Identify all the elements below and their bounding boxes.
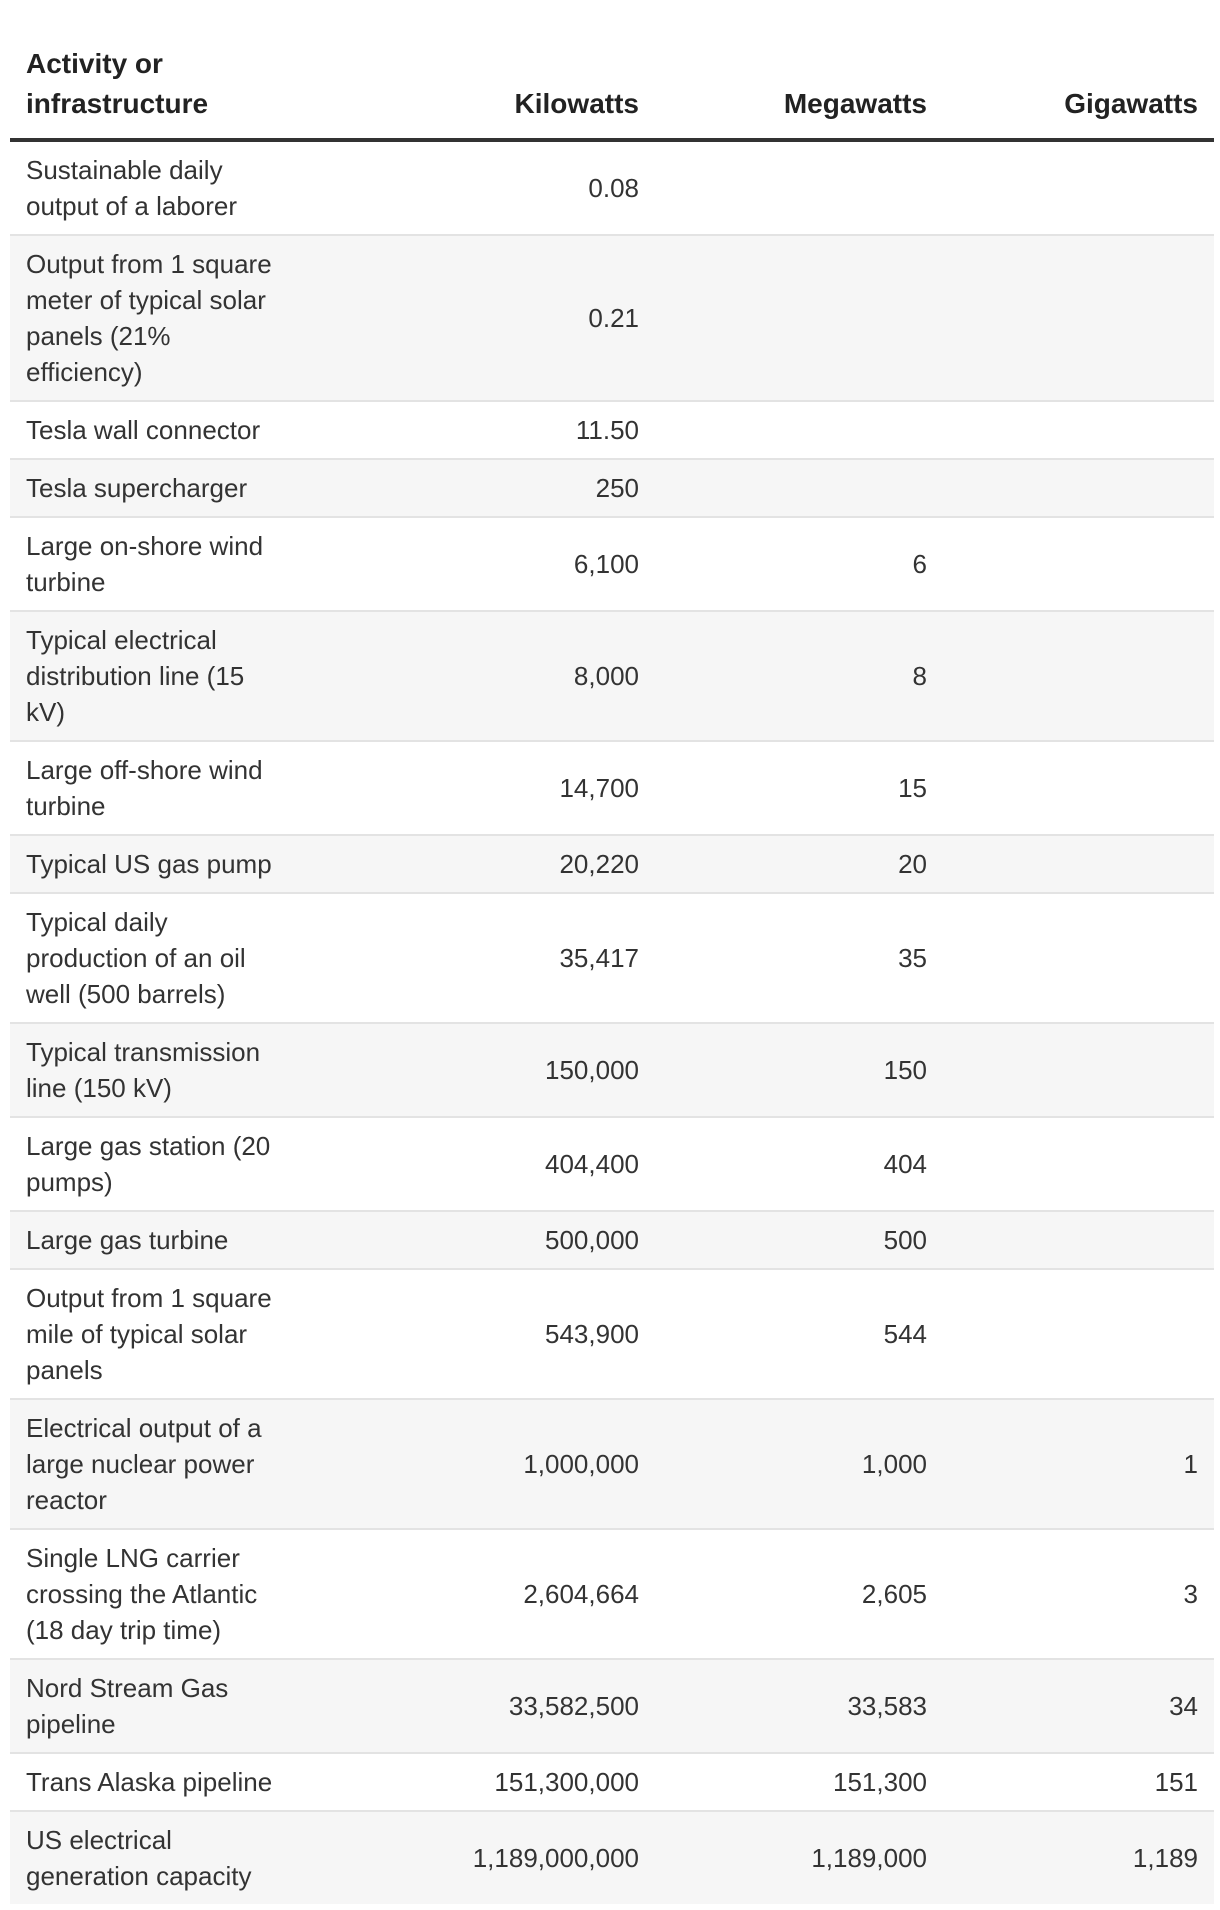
- cell-gigawatts: [943, 401, 1214, 459]
- cell-activity: Trans Alaska pipeline: [10, 1753, 300, 1811]
- table-row: [10, 1399, 1214, 1529]
- cell-kilowatts: 33,582,500: [300, 1659, 655, 1753]
- cell-gigawatts: 1: [943, 1399, 1214, 1529]
- cell-activity: Nord Stream Gas pipeline: [10, 1659, 300, 1753]
- cell-megawatts: 20: [655, 835, 943, 893]
- cell-kilowatts: 150,000: [300, 1023, 655, 1117]
- cell-kilowatts: 2,604,664: [300, 1529, 655, 1659]
- cell-megawatts: [655, 459, 943, 517]
- cell-megawatts: 6: [655, 517, 943, 611]
- cell-gigawatts: 3: [943, 1529, 1214, 1659]
- cell-gigawatts: [943, 611, 1214, 741]
- table-row: [10, 741, 1214, 835]
- table-row: [10, 1753, 1214, 1811]
- cell-activity: Output from 1 square mile of typical solar panels: [10, 1269, 300, 1399]
- cell-gigawatts: [943, 459, 1214, 517]
- cell-gigawatts: [943, 741, 1214, 835]
- cell-megawatts: 8: [655, 611, 943, 741]
- cell-gigawatts: [943, 140, 1214, 235]
- cell-kilowatts: 0.08: [300, 140, 655, 235]
- cell-kilowatts: 500,000: [300, 1211, 655, 1269]
- cell-activity: Large gas turbine: [10, 1211, 300, 1269]
- cell-gigawatts: [943, 1117, 1214, 1211]
- cell-activity: Typical electrical distribution line (15 kV): [10, 611, 300, 741]
- table-body: [10, 140, 1214, 1904]
- cell-kilowatts: 151,300,000: [300, 1753, 655, 1811]
- cell-megawatts: 544: [655, 1269, 943, 1399]
- cell-kilowatts: 11.50: [300, 401, 655, 459]
- cell-activity: Tesla supercharger: [10, 459, 300, 517]
- cell-activity: Typical US gas pump: [10, 835, 300, 893]
- header-megawatts: Megawatts: [655, 44, 943, 140]
- cell-kilowatts: 250: [300, 459, 655, 517]
- table-row: [10, 1659, 1214, 1753]
- table-row: [10, 611, 1214, 741]
- cell-megawatts: 404: [655, 1117, 943, 1211]
- cell-megawatts: 1,000: [655, 1399, 943, 1529]
- cell-activity: Typical daily production of an oil well (500 barrels): [10, 893, 300, 1023]
- header-row: [10, 44, 1214, 140]
- cell-kilowatts: 35,417: [300, 893, 655, 1023]
- cell-activity: Typical transmission line (150 kV): [10, 1023, 300, 1117]
- cell-kilowatts: 404,400: [300, 1117, 655, 1211]
- power-comparison-table: [10, 44, 1214, 1904]
- table-row: [10, 1023, 1214, 1117]
- cell-kilowatts: 1,000,000: [300, 1399, 655, 1529]
- table-row: [10, 459, 1214, 517]
- header-gigawatts: Gigawatts: [943, 44, 1214, 140]
- cell-activity: Large off-shore wind turbine: [10, 741, 300, 835]
- cell-megawatts: 151,300: [655, 1753, 943, 1811]
- cell-activity: Sustainable daily output of a laborer: [10, 140, 300, 235]
- cell-megawatts: 35: [655, 893, 943, 1023]
- cell-kilowatts: 543,900: [300, 1269, 655, 1399]
- table-row: [10, 893, 1214, 1023]
- table-row: [10, 517, 1214, 611]
- table-row: [10, 1269, 1214, 1399]
- cell-megawatts: 150: [655, 1023, 943, 1117]
- cell-activity: Large on-shore wind turbine: [10, 517, 300, 611]
- header-activity: Activity or infrastructure: [10, 44, 300, 140]
- cell-kilowatts: 0.21: [300, 235, 655, 401]
- cell-megawatts: 15: [655, 741, 943, 835]
- cell-megawatts: 1,189,000: [655, 1811, 943, 1904]
- cell-gigawatts: [943, 1269, 1214, 1399]
- table-row: [10, 835, 1214, 893]
- cell-activity: Output from 1 square meter of typical solar panels (21% efficiency): [10, 235, 300, 401]
- table-row: [10, 1117, 1214, 1211]
- cell-gigawatts: 1,189: [943, 1811, 1214, 1904]
- cell-megawatts: [655, 401, 943, 459]
- cell-kilowatts: 14,700: [300, 741, 655, 835]
- cell-megawatts: 500: [655, 1211, 943, 1269]
- cell-kilowatts: 6,100: [300, 517, 655, 611]
- cell-gigawatts: [943, 1023, 1214, 1117]
- table-row: [10, 401, 1214, 459]
- cell-activity: Single LNG carrier crossing the Atlantic (18 day trip time): [10, 1529, 300, 1659]
- table-row: [10, 140, 1214, 235]
- table-row: [10, 1811, 1214, 1904]
- cell-gigawatts: [943, 893, 1214, 1023]
- cell-kilowatts: 20,220: [300, 835, 655, 893]
- cell-gigawatts: [943, 517, 1214, 611]
- cell-kilowatts: 8,000: [300, 611, 655, 741]
- table-row: [10, 1529, 1214, 1659]
- cell-kilowatts: 1,189,000,000: [300, 1811, 655, 1904]
- cell-gigawatts: [943, 835, 1214, 893]
- cell-megawatts: [655, 140, 943, 235]
- cell-megawatts: 2,605: [655, 1529, 943, 1659]
- cell-gigawatts: 151: [943, 1753, 1214, 1811]
- cell-activity: US electrical generation capacity: [10, 1811, 300, 1904]
- cell-gigawatts: [943, 235, 1214, 401]
- cell-activity: Tesla wall connector: [10, 401, 300, 459]
- header-kilowatts: Kilowatts: [300, 44, 655, 140]
- cell-activity: Electrical output of a large nuclear power reactor: [10, 1399, 300, 1529]
- cell-gigawatts: [943, 1211, 1214, 1269]
- cell-gigawatts: 34: [943, 1659, 1214, 1753]
- table-row: [10, 235, 1214, 401]
- table-header: [10, 44, 1214, 140]
- cell-megawatts: [655, 235, 943, 401]
- cell-activity: Large gas station (20 pumps): [10, 1117, 300, 1211]
- table-row: [10, 1211, 1214, 1269]
- cell-megawatts: 33,583: [655, 1659, 943, 1753]
